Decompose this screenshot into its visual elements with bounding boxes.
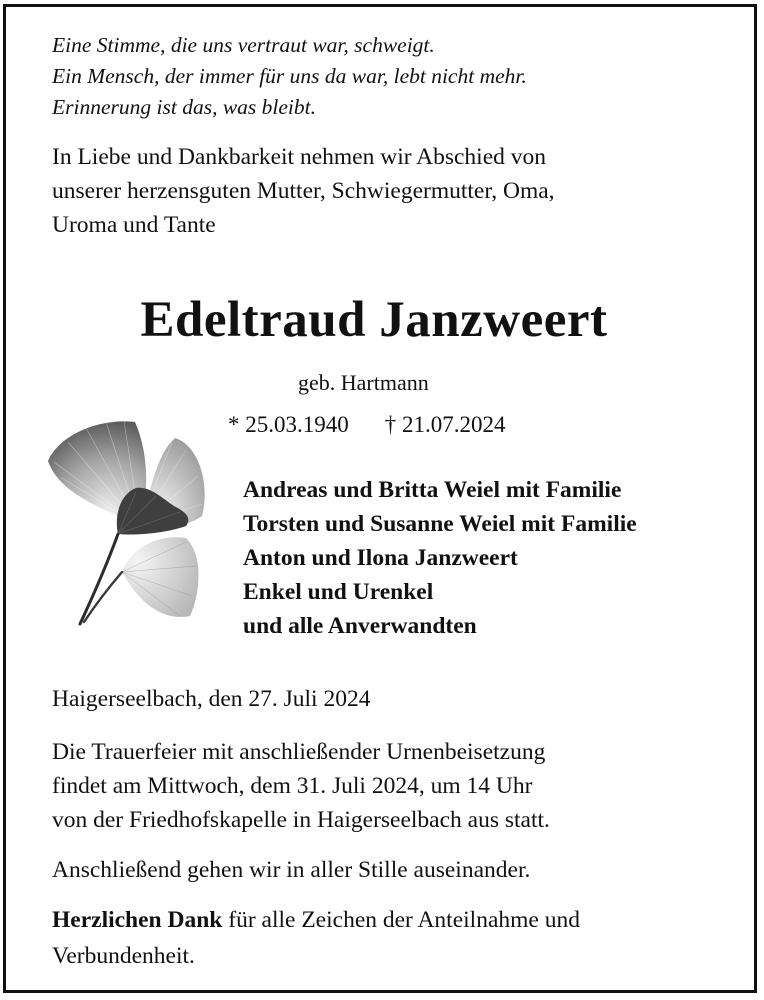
thanks-line-2: Verbundenheit. bbox=[52, 943, 195, 969]
thanks-line bbox=[52, 902, 580, 938]
thanks-note bbox=[52, 902, 580, 974]
survivor-line: und alle Anverwandten bbox=[243, 613, 477, 639]
poem-line: Ein Mensch, der immer für uns da war, lebt nicht mehr. bbox=[52, 64, 527, 88]
intro-line: In Liebe und Dankbarkeit nehmen wir Abschied von bbox=[52, 144, 547, 170]
survivor-line: Torsten und Susanne Weiel mit Familie bbox=[243, 511, 637, 537]
funeral-line: Die Trauerfeier mit anschließender Urnenbeisetzung bbox=[52, 739, 546, 765]
obituary-notice bbox=[52, 30, 742, 969]
intro-line: Uroma und Tante bbox=[52, 212, 216, 238]
intro-text bbox=[52, 140, 742, 242]
place-date: Haigerseelbach, den 27. Juli 2024 bbox=[52, 686, 371, 712]
poem bbox=[52, 30, 742, 123]
funeral-info bbox=[52, 735, 550, 837]
intro-line: unserer herzensguten Mutter, Schwiegermutter, Oma, bbox=[52, 178, 555, 204]
survivor-line: Enkel und Urenkel bbox=[243, 579, 434, 605]
poem-line: Erinnerung ist das, was bleibt. bbox=[52, 95, 316, 119]
maiden-name: geb. Hartmann bbox=[298, 370, 429, 395]
life-dates bbox=[228, 408, 506, 442]
poem-line: Eine Stimme, die uns vertraut war, schweigt. bbox=[52, 33, 435, 57]
survivor-line: Andreas und Britta Weiel mit Familie bbox=[243, 477, 622, 503]
survivor-line: Anton und Ilona Janzweert bbox=[243, 545, 518, 571]
afterwards-note: Anschließend gehen wir in aller Stille auseinander. bbox=[52, 857, 531, 883]
survivors-list bbox=[243, 473, 637, 643]
thanks-rest: für alle Zeichen der Anteilnahme und bbox=[222, 907, 580, 933]
ginkgo-leaf-icon bbox=[40, 416, 206, 632]
deceased-name: Edeltraud Janzweert bbox=[140, 292, 608, 348]
birth-date: * 25.03.1940 bbox=[228, 412, 349, 437]
death-date: † 21.07.2024 bbox=[384, 412, 506, 437]
funeral-line: von der Friedhofskapelle in Haigerseelbach aus statt. bbox=[52, 807, 550, 833]
thanks-bold: Herzlichen Dank bbox=[52, 907, 223, 933]
funeral-line: findet am Mittwoch, dem 31. Juli 2024, um 14 Uhr bbox=[52, 773, 533, 799]
